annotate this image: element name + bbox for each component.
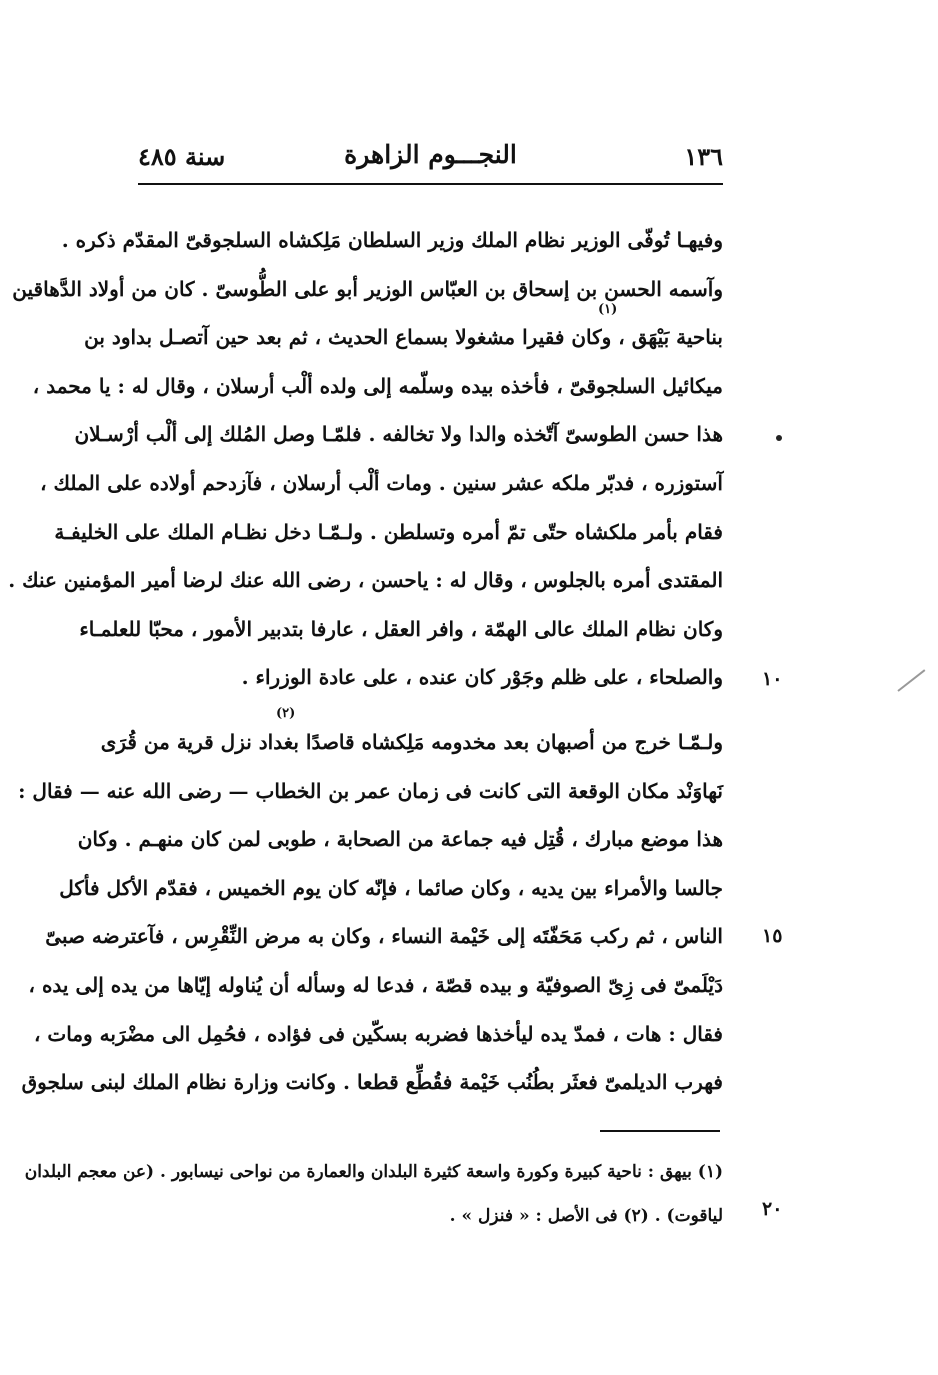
footnote-line: لياقوت) . (٢) فى الأصل : « فنزل » . xyxy=(449,1206,723,1226)
text-line: بناحية بَيْهَق ، وكان فقيرا مشغولا بسماع الحديث ، ثم بعد حين آتصـل بداود بن xyxy=(84,325,723,350)
header-rule xyxy=(138,183,723,185)
footnote-mark-1: (١) xyxy=(598,302,618,317)
year-label: سنة ٤٨٥ xyxy=(138,142,226,171)
text-line: فهرب الديلمىّ فعثَر بطُنُب خَيْمة فقُطِّع قطعا . وكانت وزارة نظام الملك لبنى سلجوق xyxy=(21,1070,723,1095)
margin-line-number: ٢٠ xyxy=(762,1198,783,1220)
margin-bullet xyxy=(776,435,782,441)
page-number: ١٣٦ xyxy=(684,142,723,171)
text-line: وكان نظام الملك عالى الهمّة ، وافر العقل ، عارفا بتدبير الأمور ، محبّا للعلمـاء xyxy=(79,616,723,641)
text-line: هذا حسن الطوسىّ آتّخذه والدا ولا تخالفه . فلمّـا وصل المُلك إلى ألْب أرْسـلان xyxy=(74,422,723,447)
text-line: وفيهـا تُوفّى الوزير نظام الملك وزير السلطان مَلِكشاه السلجوقىّ المقدّم ذكره . xyxy=(61,228,723,252)
margin-line-number: ١٥ xyxy=(762,925,783,947)
page-header xyxy=(138,138,723,182)
text-line: وآسمه الحسن بن إسحاق بن العبّاس الوزير أبو على الطُّوسىّ . كان من أولاد الدَّهاقين xyxy=(12,276,723,301)
text-line: دَيْلَمىّ فى زِىّ الصوفيّة و بيده قصّة ، فدعا له وسأله أن يُناوله إيّاها من يده إلى يده ، xyxy=(28,972,723,997)
text-line: الناس ، ثم ركب مَحَفّتَه إلى خَيْمة النساء ، وكان به مرض النِّقْرِس ، فآعترضه صبىّ xyxy=(45,924,723,949)
text-line: والصلحاء ، على ظلم وجَوْر كان عنده ، على عادة الوزراء . xyxy=(241,665,723,690)
text-line: جالسا والأمراء بين يديه ، وكان صائما ، فإنّه كان يوم الخميس ، فقدّم الأكل فأكل xyxy=(59,875,723,900)
text-line: آستوزره ، فدبّر ملكه عشر سنين . ومات ألْب أرسلان ، فآزدحم أولاده على الملك ، xyxy=(40,470,723,495)
footnotes xyxy=(24,1150,723,1238)
margin-line-number: ١٠ xyxy=(762,668,783,690)
text-line: المقتدى أمره بالجلوس ، وقال له : ياحسن ، رضى الله عنك لرضا أمير المؤمنين عنك . xyxy=(8,568,723,593)
text-line: هذا موضع مبارك ، قُتِل فيه جماعة من الصحابة ، طوبى لمن كان منهـم . وكان xyxy=(77,827,723,852)
text-line: فقام بأمر ملكشاه حتّى تمّ أمره وتسلطن . ولـمّـا دخل نظـام الملك على الخليفـة xyxy=(54,519,723,544)
footnote-line: (١) بيهق : ناحية كبيرة وكورة واسعة كثيرة البلدان والعمارة من نواحى نيسابور . (عن معجم البلدان xyxy=(24,1162,723,1182)
paragraph-2 xyxy=(18,718,723,1107)
footnote-mark-2: (٢) xyxy=(276,706,296,721)
paragraph-1 xyxy=(8,216,723,702)
running-title: النجـــوم الزاهرة xyxy=(344,140,517,169)
stray-pencil-mark xyxy=(897,669,925,692)
text-line: نَهاوَنْد مكان الوقعة التى كانت فى زمان عمر بن الخطاب — رضى الله عنه — فقال : xyxy=(18,778,723,803)
text-line: فقال : هات ، فمدّ يده ليأخذها فضربه بسكّين فى فؤاده ، فحُمِل الى مضْرَبه ومات ، xyxy=(34,1021,723,1046)
text-line: ولـمّـا خرج من أصبهان بعد مخدومه مَلِكشاه قاصدًا بغداد نزل قرية من قُرَى xyxy=(100,730,723,754)
text-line: ميكائيل السلجوقىّ ، فأخذه بيده وسلّمه إلى ولده ألْب أرسلان ، وقال له : يا محمد ، xyxy=(32,373,723,398)
footnote-rule xyxy=(600,1130,720,1132)
